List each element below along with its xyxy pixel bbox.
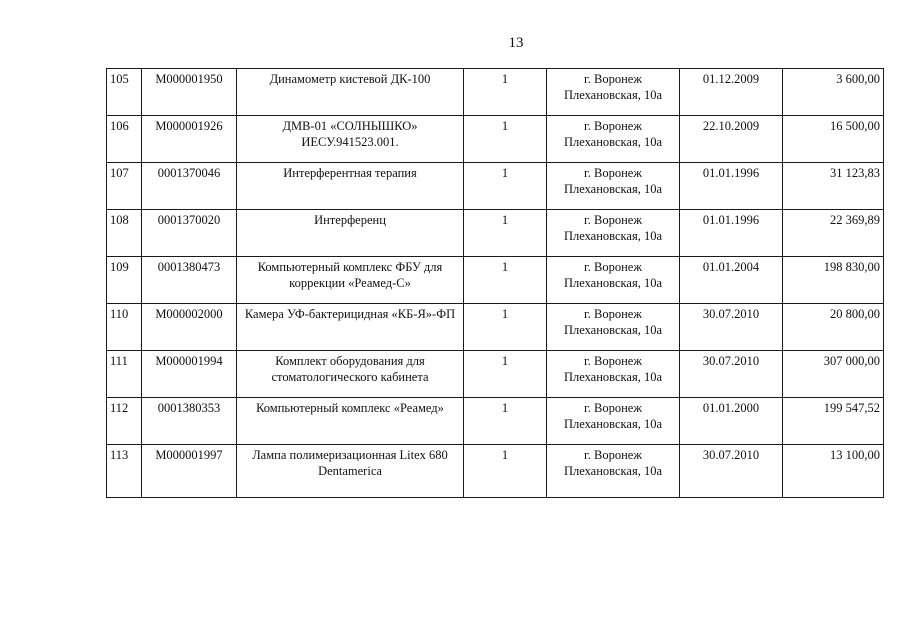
acquisition-date-cell: 01.01.2000 [680,398,783,445]
row-number-cell: 109 [107,257,142,304]
row-number-cell: 108 [107,210,142,257]
acquisition-date-cell: 01.01.1996 [680,163,783,210]
inventory-code-cell: М000002000 [142,304,237,351]
quantity-cell: 1 [464,398,547,445]
inventory-code-cell: 0001370020 [142,210,237,257]
location-cell [547,398,680,445]
location-cell [547,69,680,116]
acquisition-date-cell: 22.10.2009 [680,116,783,163]
row-number-cell: 110 [107,304,142,351]
item-name-cell: Компьютерный комплекс ФБУ для коррекции «Реамед-С» [237,257,464,304]
item-name-cell: Лампа полимеризационная Litex 680 Dentamerica [237,445,464,498]
row-number-cell: 107 [107,163,142,210]
inventory-table-body [107,69,884,498]
cost-cell: 22 369,89 [783,210,884,257]
cost-cell: 3 600,00 [783,69,884,116]
item-name-cell: Динамометр кистевой ДК-100 [237,69,464,116]
inventory-table [106,68,884,498]
cost-cell: 20 800,00 [783,304,884,351]
inventory-code-cell: М000001994 [142,351,237,398]
location-cell [547,257,680,304]
location-cell [547,116,680,163]
location-city: г. Воронеж [584,72,642,86]
quantity-cell: 1 [464,257,547,304]
acquisition-date-cell: 30.07.2010 [680,304,783,351]
inventory-code-cell: М000001997 [142,445,237,498]
acquisition-date-cell: 01.12.2009 [680,69,783,116]
cost-cell: 307 000,00 [783,351,884,398]
row-number-cell: 106 [107,116,142,163]
quantity-cell: 1 [464,445,547,498]
row-number-cell: 113 [107,445,142,498]
inventory-code-cell: М000001926 [142,116,237,163]
cost-cell: 16 500,00 [783,116,884,163]
item-name-cell: ДМВ-01 «СОЛНЫШКО» ИЕСУ.941523.001. [237,116,464,163]
table-row [107,163,884,210]
location-cell [547,445,680,498]
location-city: г. Воронеж [584,307,642,321]
item-name-cell: Компьютерный комплекс «Реамед» [237,398,464,445]
item-name-cell: Интерференц [237,210,464,257]
acquisition-date-cell: 30.07.2010 [680,445,783,498]
row-number-cell: 111 [107,351,142,398]
quantity-cell: 1 [464,304,547,351]
location-city: г. Воронеж [584,401,642,415]
location-street: Плехановская, 10а [563,323,663,337]
quantity-cell: 1 [464,163,547,210]
table-row [107,445,884,498]
location-city: г. Воронеж [584,119,642,133]
cost-cell: 198 830,00 [783,257,884,304]
location-street: Плехановская, 10а [563,464,663,478]
quantity-cell: 1 [464,69,547,116]
table-row [107,257,884,304]
location-city: г. Воронеж [584,213,642,227]
location-street: Плехановская, 10а [563,135,663,149]
location-street: Плехановская, 10а [563,182,663,196]
location-city: г. Воронеж [584,354,642,368]
table-row [107,398,884,445]
location-street: Плехановская, 10а [563,88,663,102]
acquisition-date-cell: 01.01.2004 [680,257,783,304]
row-number-cell: 112 [107,398,142,445]
location-cell [547,210,680,257]
table-row [107,210,884,257]
quantity-cell: 1 [464,116,547,163]
location-city: г. Воронеж [584,260,642,274]
inventory-code-cell: 0001370046 [142,163,237,210]
page-number: 13 [508,35,524,51]
location-street: Плехановская, 10а [563,370,663,384]
inventory-code-cell: 0001380473 [142,257,237,304]
cost-cell: 31 123,83 [783,163,884,210]
table-row [107,116,884,163]
table-row [107,304,884,351]
cost-cell: 13 100,00 [783,445,884,498]
location-street: Плехановская, 10а [563,229,663,243]
location-street: Плехановская, 10а [563,417,663,431]
cost-cell: 199 547,52 [783,398,884,445]
quantity-cell: 1 [464,351,547,398]
location-city: г. Воронеж [584,166,642,180]
location-cell [547,163,680,210]
acquisition-date-cell: 01.01.1996 [680,210,783,257]
location-cell [547,351,680,398]
table-row [107,69,884,116]
location-city: г. Воронеж [584,448,642,462]
item-name-cell: Интерферентная терапия [237,163,464,210]
row-number-cell: 105 [107,69,142,116]
inventory-code-cell: 0001380353 [142,398,237,445]
item-name-cell: Камера УФ-бактерицидная «КБ-Я»-ФП [237,304,464,351]
quantity-cell: 1 [464,210,547,257]
location-street: Плехановская, 10а [563,276,663,290]
location-cell [547,304,680,351]
inventory-code-cell: М000001950 [142,69,237,116]
item-name-cell: Комплект оборудования для стоматологического кабинета [237,351,464,398]
table-row [107,351,884,398]
acquisition-date-cell: 30.07.2010 [680,351,783,398]
